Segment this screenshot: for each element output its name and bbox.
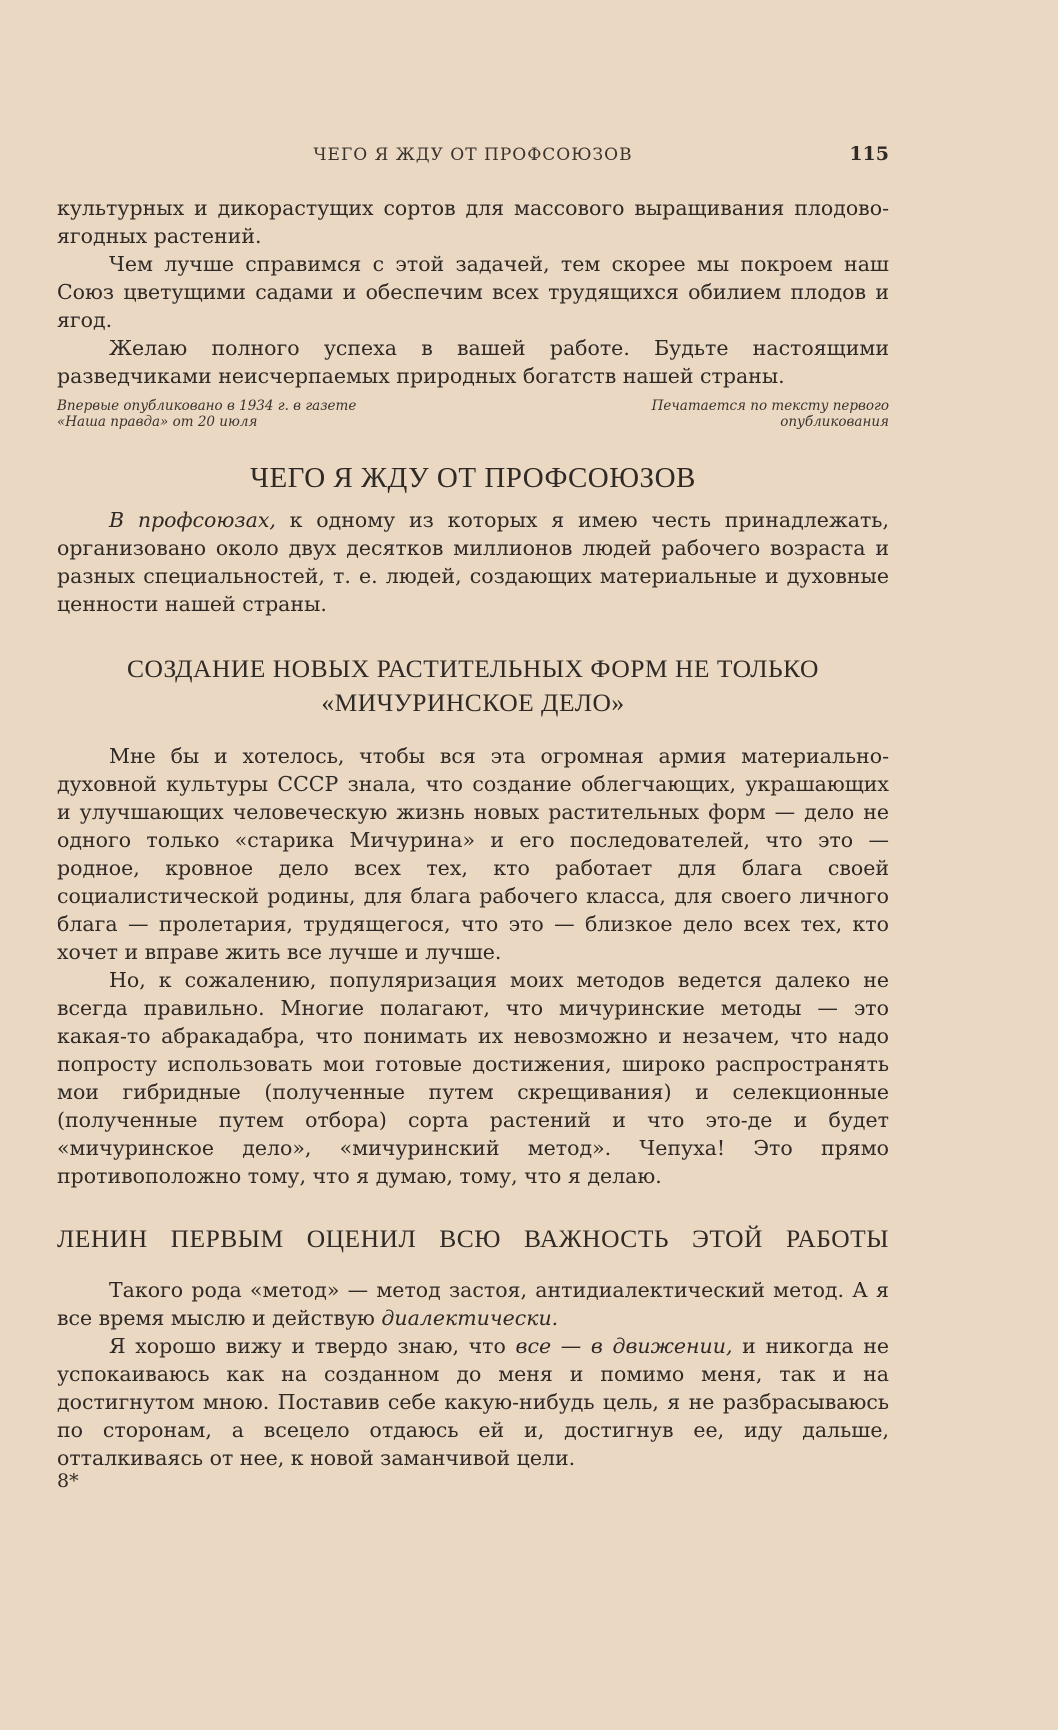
paragraph: В профсоюзах, к одному из которых я имею честь принадлежать, организовано около двух десятков миллионов людей рабочего возраста и разных специальностей, т. е. людей, создающих материальные и духовные ценности нашей страны. bbox=[57, 508, 889, 616]
paragraph: Желаю полного успеха в вашей работе. Будьте настоящими разведчиками неисчерпаемых природных богатств нашей страны. bbox=[57, 336, 889, 388]
first-published-note: Впервые опубликовано в 1934 г. в газете «Наша правда» от 20 июля bbox=[57, 398, 357, 430]
article-title: ЧЕГО Я ЖДУ ОТ ПРОФСОЮЗОВ bbox=[250, 462, 696, 494]
section-heading: СОЗДАНИЕ НОВЫХ РАСТИТЕЛЬНЫХ ФОРМ НЕ ТОЛЬКО «МИЧУРИНСКОЕ ДЕЛО» bbox=[127, 654, 819, 717]
running-title: ЧЕГО Я ЖДУ ОТ ПРОФСОЮЗОВ bbox=[313, 145, 633, 165]
paragraph: Я хорошо вижу и твердо знаю, что все — в движении, и никогда не успокаиваюсь как на созданном до меня и помимо меня, так и на достигнутом мною. Поставив себе какую-нибудь цель, я не разбрасываюсь по сторонам, а всецело отдаюсь ей и, достигнув ее, иду дальше, отталкиваясь от нее, к новой заманчивой цели. bbox=[57, 1334, 889, 1470]
publication-notes bbox=[57, 398, 889, 430]
source-note: Печатается по тексту первого опубликования bbox=[651, 398, 889, 430]
emphasis: диалектически. bbox=[381, 1306, 559, 1330]
page-number: 115 bbox=[849, 143, 889, 165]
paragraph: Но, к сожалению, популяризация моих методов ведется далеко не всегда правильно. Многие полагают, что мичуринские методы — это какая-то абракадабра, что понимать их невозможно и незачем, что надо попросту использовать мои готовые достижения, широко распространять мои гибридные (полученные путем скрещивания) и селекционные (полученные путем отбора) сорта растений и что это-де и будет «мичуринское дело», «мичуринский метод». Чепуха! Это прямо противоположно тому, что я думаю, тому, что я делаю. bbox=[57, 968, 889, 1188]
emphasis: В профсоюзах, bbox=[109, 508, 276, 532]
page-body bbox=[57, 194, 889, 1472]
signature-mark: 8* bbox=[57, 1470, 79, 1492]
paragraph: Такого рода «метод» — метод застоя, антидиалектический метод. А я все время мыслю и действую диалектически. bbox=[57, 1278, 889, 1330]
paragraph: культурных и дикорастущих сортов для массового выращивания плодово-ягодных растений. bbox=[57, 196, 889, 248]
emphasis: все — в движении, bbox=[515, 1334, 733, 1358]
section-heading: ЛЕНИН ПЕРВЫМ ОЦЕНИЛ ВСЮ ВАЖНОСТЬ ЭТОЙ РАБОТЫ bbox=[57, 1224, 889, 1253]
paragraph: Чем лучше справимся с этой задачей, тем скорее мы покроем наш Союз цветущими садами и обеспечим всех трудящихся обилием плодов и ягод. bbox=[57, 252, 889, 332]
running-head bbox=[57, 145, 889, 169]
paragraph: Мне бы и хотелось, чтобы вся эта огромная армия материально-духовной культуры СССР знала, что создание облегчающих, украшающих и улучшающих человеческую жизнь новых растительных форм — дело не одного только «старика Мичурина» и его последователей, что это — родное, кровное дело всех тех, кто работает для блага своей социалистической родины, для блага рабочего класса, для своего личного блага — пролетария, трудящегося, что это — близкое дело всех тех, кто хочет и вправе жить все лучше и лучше. bbox=[57, 744, 889, 964]
